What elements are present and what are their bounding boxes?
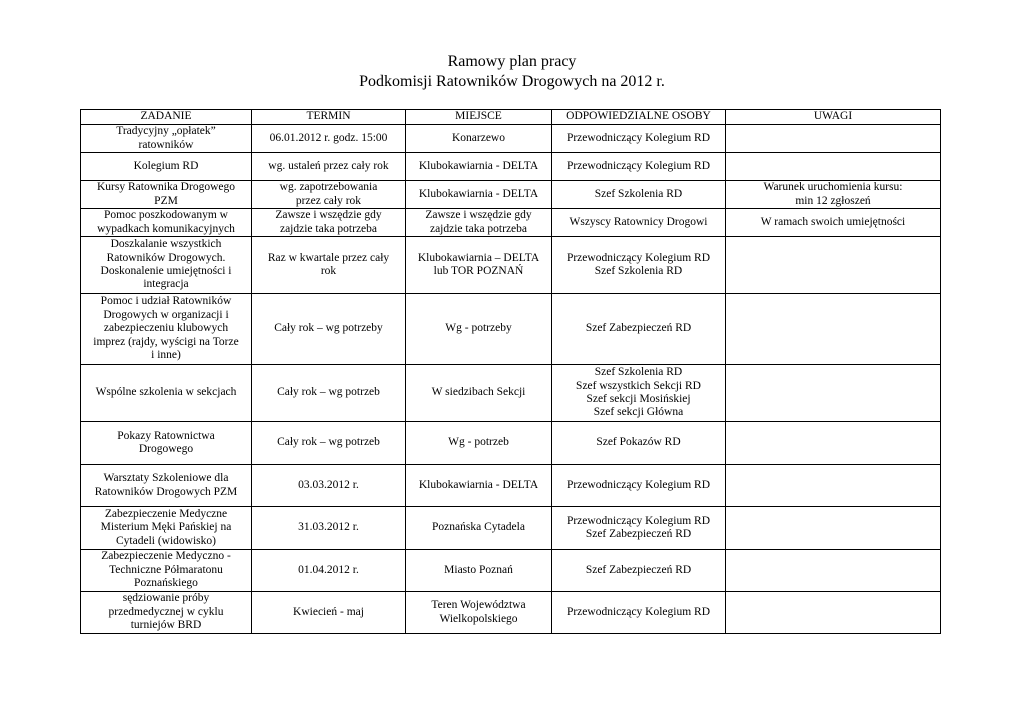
cell-notes xyxy=(726,153,941,181)
cell-task-line: PZM xyxy=(154,194,178,207)
cell-persons-line: Szef wszystkich Sekcji RD xyxy=(576,379,701,392)
cell-place-line: Teren Województwa xyxy=(431,599,526,612)
cell-task-line: Poznańskiego xyxy=(134,577,198,590)
title-line-1: Ramowy plan pracy xyxy=(447,53,577,70)
table-row xyxy=(81,465,941,507)
cell-persons-line: Wszyscy Ratownicy Drogowi xyxy=(569,215,708,228)
cell-task xyxy=(81,507,252,550)
table-header-row xyxy=(81,110,941,125)
cell-place-line: Wg - potrzeby xyxy=(445,322,512,335)
cell-term-line: 03.03.2012 r. xyxy=(298,478,359,491)
cell-place-line: Klubokawiarnia – DELTA xyxy=(417,251,540,264)
cell-term-line: zajdzie taka potrzeba xyxy=(279,222,378,235)
cell-persons xyxy=(552,365,726,422)
cell-task xyxy=(81,294,252,365)
cell-persons xyxy=(552,422,726,465)
document-title xyxy=(0,52,1024,92)
cell-place xyxy=(406,465,552,507)
cell-task-line: Kolegium RD xyxy=(133,159,199,172)
cell-term-line: Raz w kwartale przez cały xyxy=(267,251,390,264)
cell-persons-line: Przewodniczący Kolegium RD xyxy=(566,159,711,172)
cell-persons-line: Szef Szkolenia RD xyxy=(594,265,683,277)
cell-task-line: Wspólne szkolenia w sekcjach xyxy=(95,386,237,399)
cell-term-line: Cały rok – wg potrzeby xyxy=(274,322,383,335)
cell-term-line: 31.03.2012 r. xyxy=(298,521,359,534)
cell-notes-line: W ramach swoich umiejętności xyxy=(760,215,906,228)
cell-notes xyxy=(726,592,941,634)
cell-place xyxy=(406,153,552,181)
cell-task xyxy=(81,125,252,153)
cell-task-line: wypadkach komunikacyjnych xyxy=(97,222,235,235)
cell-persons xyxy=(552,507,726,550)
table-row xyxy=(81,550,941,592)
cell-persons xyxy=(552,181,726,209)
cell-place-line: Wg - potrzeb xyxy=(448,436,509,449)
cell-persons xyxy=(552,465,726,507)
cell-term-line: wg. ustaleń przez cały rok xyxy=(268,159,389,172)
cell-persons xyxy=(552,592,726,634)
cell-task xyxy=(81,550,252,592)
cell-place xyxy=(406,209,552,237)
cell-task-line: i inne) xyxy=(151,349,181,362)
cell-place xyxy=(406,294,552,365)
header-term: TERMIN xyxy=(252,110,406,125)
cell-term-line: rok xyxy=(320,265,337,277)
table-row xyxy=(81,365,941,422)
cell-task-line: Techniczne Półmaratonu xyxy=(109,563,223,576)
cell-place-line: Poznańska Cytadela xyxy=(432,521,525,534)
cell-place-line: Zawsze i wszędzie gdy xyxy=(425,209,532,222)
cell-task-line: ratowników xyxy=(138,138,194,151)
cell-persons-line: Szef Szkolenia RD xyxy=(594,366,683,379)
cell-notes xyxy=(726,125,941,153)
table-row xyxy=(81,592,941,634)
title-line-2: Podkomisji Ratowników Drogowych na 2012 r. xyxy=(359,73,665,90)
cell-term-line: 01.04.2012 r. xyxy=(298,563,359,576)
cell-task xyxy=(81,365,252,422)
work-plan-table xyxy=(80,109,941,634)
cell-task-line: Kursy Ratownika Drogowego xyxy=(97,181,235,194)
cell-task-line: Pokazy Ratownictwa xyxy=(117,429,215,442)
cell-notes xyxy=(726,237,941,294)
cell-place xyxy=(406,507,552,550)
table-row xyxy=(81,153,941,181)
cell-term xyxy=(252,209,406,237)
cell-task-line: sędziowanie próby xyxy=(122,592,210,605)
cell-persons xyxy=(552,153,726,181)
cell-place-line: Konarzewo xyxy=(451,131,505,144)
cell-term-line: Kwiecień - maj xyxy=(293,605,364,618)
cell-term-line: Cały rok – wg potrzeb xyxy=(277,386,380,399)
cell-task-line: Drogowego xyxy=(138,443,194,455)
header-persons: ODPOWIEDZIALNE OSOBY xyxy=(552,110,726,125)
cell-term xyxy=(252,592,406,634)
cell-task-line: zabezpieczeniu klubowych xyxy=(103,322,229,335)
cell-task-line: Zabezpieczenie Medyczne xyxy=(104,507,228,520)
table-row xyxy=(81,181,941,209)
cell-persons-line: Szef sekcji Mosińskiej xyxy=(586,393,691,405)
cell-persons-line: Szef Szkolenia RD xyxy=(594,187,683,200)
cell-term xyxy=(252,153,406,181)
cell-place xyxy=(406,181,552,209)
cell-term-line: przez cały rok xyxy=(295,194,362,207)
cell-persons-line: Przewodniczący Kolegium RD xyxy=(566,514,711,527)
table-row xyxy=(81,125,941,153)
cell-persons xyxy=(552,125,726,153)
cell-notes-line: Warunek uruchomienia kursu: xyxy=(763,181,903,194)
cell-task xyxy=(81,592,252,634)
cell-term xyxy=(252,422,406,465)
cell-persons-line: Szef sekcji Główna xyxy=(593,406,684,419)
cell-task-line: Tradycyjny „opłatek” xyxy=(116,125,216,138)
cell-notes xyxy=(726,181,941,209)
cell-notes xyxy=(726,209,941,237)
cell-task-line: Misterium Męki Pańskiej na xyxy=(100,521,232,534)
cell-term xyxy=(252,181,406,209)
cell-notes xyxy=(726,294,941,365)
cell-task xyxy=(81,422,252,465)
cell-place xyxy=(406,592,552,634)
cell-task xyxy=(81,153,252,181)
cell-notes xyxy=(726,507,941,550)
cell-task xyxy=(81,465,252,507)
cell-term xyxy=(252,550,406,592)
cell-term xyxy=(252,507,406,550)
cell-persons xyxy=(552,550,726,592)
cell-place-line: Klubokawiarnia - DELTA xyxy=(418,187,539,200)
cell-task-line: Doskonalenie umiejętności i xyxy=(100,265,232,277)
cell-term xyxy=(252,237,406,294)
cell-notes xyxy=(726,465,941,507)
header-task: ZADANIE xyxy=(81,110,252,125)
cell-persons-line: Przewodniczący Kolegium RD xyxy=(566,478,711,491)
cell-persons-line: Szef Pokazów RD xyxy=(596,436,681,449)
cell-task-line: Ratowników Drogowych PZM xyxy=(94,485,238,498)
cell-place xyxy=(406,125,552,153)
cell-task-line: integracja xyxy=(143,278,189,291)
table-row xyxy=(81,294,941,365)
cell-term-line: wg. zapotrzebowania xyxy=(279,181,378,194)
cell-term xyxy=(252,365,406,422)
table-row xyxy=(81,209,941,237)
cell-notes xyxy=(726,550,941,592)
cell-persons xyxy=(552,294,726,365)
cell-persons-line: Szef Zabezpieczeń RD xyxy=(585,528,692,540)
cell-place xyxy=(406,237,552,294)
cell-persons-line: Przewodniczący Kolegium RD xyxy=(566,251,711,264)
cell-persons-line: Przewodniczący Kolegium RD xyxy=(566,605,711,618)
cell-notes xyxy=(726,365,941,422)
cell-place-line: Klubokawiarnia - DELTA xyxy=(418,478,539,491)
cell-term-line: 06.01.2012 r. godz. 15:00 xyxy=(269,131,388,144)
table-row xyxy=(81,237,941,294)
header-notes: UWAGI xyxy=(726,110,941,125)
cell-notes xyxy=(726,422,941,465)
cell-place-line: W siedzibach Sekcji xyxy=(431,386,526,399)
cell-persons-line: Przewodniczący Kolegium RD xyxy=(566,131,711,144)
cell-term xyxy=(252,465,406,507)
cell-task-line: Zabezpieczenie Medyczno - xyxy=(101,550,231,563)
cell-task-line: Pomoc i udział Ratowników xyxy=(100,295,232,308)
cell-task xyxy=(81,181,252,209)
cell-task-line: Ratowników Drogowych. xyxy=(106,251,226,264)
cell-task-line: turniejów BRD xyxy=(130,619,202,632)
cell-task xyxy=(81,209,252,237)
cell-task-line: Warsztaty Szkoleniowe dla xyxy=(103,472,229,485)
cell-notes-line: min 12 zgłoszeń xyxy=(795,194,871,207)
cell-persons xyxy=(552,237,726,294)
cell-task-line: Pomoc poszkodowanym w xyxy=(104,209,228,222)
cell-task-line: Cytadeli (widowisko) xyxy=(116,534,216,547)
cell-persons-line: Szef Zabezpieczeń RD xyxy=(585,563,692,576)
cell-persons-line: Szef Zabezpieczeń RD xyxy=(585,322,692,335)
cell-persons xyxy=(552,209,726,237)
cell-task-line: Doszkalanie wszystkich xyxy=(110,238,222,251)
cell-place xyxy=(406,422,552,465)
cell-place xyxy=(406,550,552,592)
cell-place-line: Klubokawiarnia - DELTA xyxy=(418,159,539,172)
table-row xyxy=(81,507,941,550)
cell-task-line: Drogowych w organizacji i xyxy=(103,308,229,321)
cell-term xyxy=(252,125,406,153)
cell-term-line: Zawsze i wszędzie gdy xyxy=(275,209,382,222)
cell-task-line: przedmedycznej w cyklu xyxy=(108,605,224,618)
header-place: MIEJSCE xyxy=(406,110,552,125)
cell-task-line: imprez (rajdy, wyścigi na Torze xyxy=(93,335,239,348)
cell-place-line: Wielkopolskiego xyxy=(439,612,518,625)
cell-task xyxy=(81,237,252,294)
cell-place-line: zajdzie taka potrzeba xyxy=(429,222,528,235)
cell-place-line: lub TOR POZNAŃ xyxy=(433,265,524,277)
cell-place-line: Miasto Poznań xyxy=(444,563,513,576)
table-row xyxy=(81,422,941,465)
cell-term-line: Cały rok – wg potrzeb xyxy=(277,436,380,449)
cell-place xyxy=(406,365,552,422)
cell-term xyxy=(252,294,406,365)
